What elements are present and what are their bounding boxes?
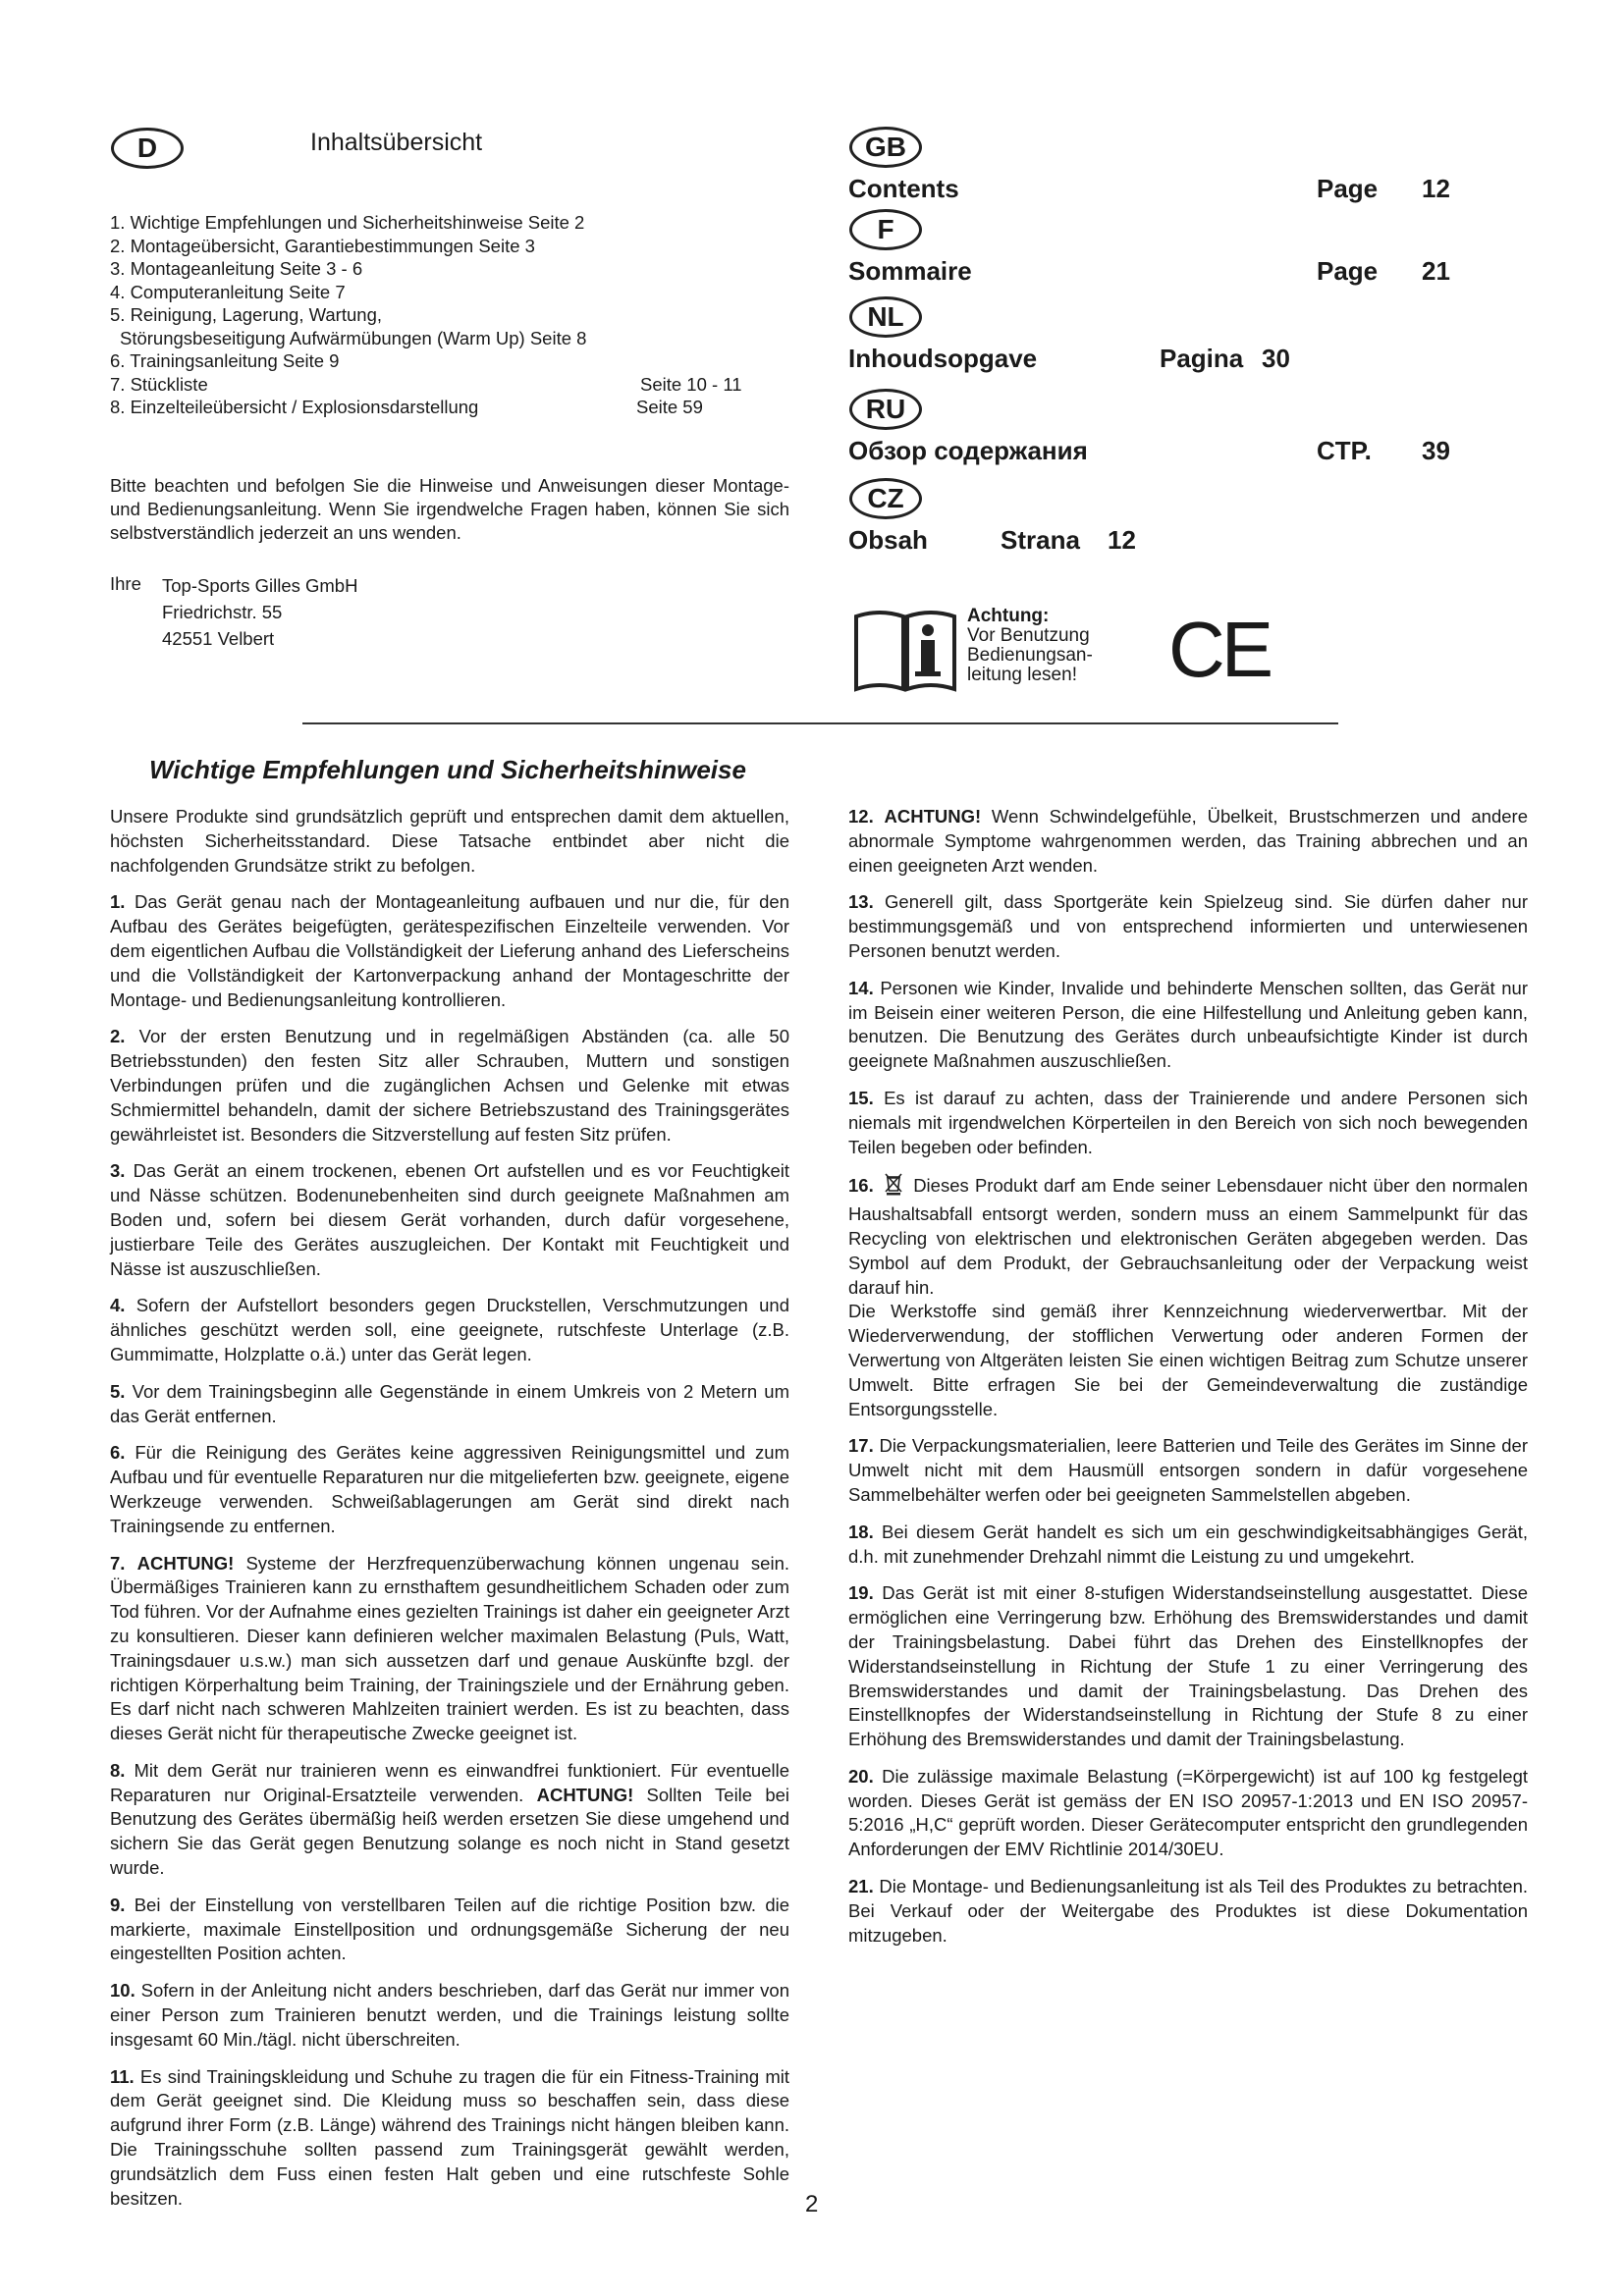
warning-label: ACHTUNG!: [536, 1784, 634, 1805]
item-16: [848, 1172, 1528, 1421]
item-12: [848, 805, 1528, 878]
toc-item: 7. Stückliste: [110, 373, 208, 395]
address-line: Friedrichstr. 55: [162, 602, 283, 622]
item-19: [848, 1581, 1528, 1752]
item-17: [848, 1434, 1528, 1507]
language-badge-ru: RU: [849, 389, 922, 430]
item-3: [110, 1159, 789, 1281]
warning-label: ACHTUNG!: [884, 806, 982, 827]
item-text: Systeme der Herzfrequenzüberwachung können ungenau sein. Übermäßiges Trainieren kann zu ernsthaftem gesundheitlichem Schaden oder zum Tod führen. Vor der Aufnahme eines gezielten Trainings ist daher ein geeigneter Arzt zu konsultieren. Dieser kann definieren welcher maximalen Belastung (Puls, Watt, Trainingsdauer u.s.w.) man sich aussetzen darf und genaue Auskünfte bzgl. der richtigen Körperhaltung beim Training, der Trainingsziele und der Ernährung geben. Es darf nicht nach schweren Mahlzeiten trainiert werden. Es ist zu beachten, dass dieses Gerät nicht für therapeutische Zwecke geeignet ist.: [110, 1552, 790, 1744]
toc-item: 4. Computeranleitung Seite 7: [110, 281, 346, 302]
lang-label-f: Sommaire: [848, 256, 972, 286]
lang-pageword-nl: Pagina: [1160, 344, 1244, 373]
toc-title: Inhaltsübersicht: [310, 129, 483, 156]
item-text: Bei der Einstellung von verstellbaren Teilen auf die richtige Position bzw. die markierte, maximale Einstellposition und ordnungsgemäße Sicherung der neu eingestellten Position achten.: [110, 1894, 790, 1964]
manual-info-icon: [850, 607, 960, 697]
language-badge-f: F: [849, 209, 922, 250]
section-intro: Unsere Produkte sind grundsätzlich geprüft und entsprechen damit dem aktuellen, höchsten Sicherheitsstandard. Diese Tatsache entbindet aber nicht die nachfolgenden Grundsätze strikt zu befolgen.: [110, 806, 789, 876]
lang-page-nl: 30: [1262, 344, 1290, 373]
item-15: [848, 1087, 1528, 1159]
item-text: Das Gerät an einem trockenen, ebenen Ort aufstellen und es vor Feuchtigkeit und Nässe schützen. Bodenunebenheiten sind durch geeignete Maßnahmen am Boden und, sofern bei diesem Gerät vorhanden, durch dafür vorgesehene, justierbare Teile des Gerätes auszugleichen. Der Kontakt mit Feuchtigkeit und Nässe ist auszuschließen.: [110, 1160, 789, 1279]
item-number: 17.: [848, 1435, 874, 1457]
toc-page-explosion: Seite 59: [636, 397, 703, 417]
item-number: 5.: [110, 1380, 126, 1402]
lang-label-nl: Inhoudsopgave: [848, 344, 1038, 373]
item-text: Sollten Teile bei Benutzung des Gerätes übermäßig heiß werden ersetzen Sie diese umgehend und sichern Sie das Gerät gegen Benutzung solange es noch nicht in Stand gesetzt wurde.: [110, 1784, 790, 1879]
item-5: [110, 1380, 789, 1429]
item-number: 18.: [848, 1521, 874, 1542]
item-text: Generell gilt, dass Sportgeräte kein Spielzeug sind. Sie dürfen daher nur bestimmungsgemäß und von entsprechend informierten und unterwiesenen Personen benutzt werden.: [848, 891, 1529, 961]
right-column: [848, 805, 1528, 1960]
item-7: [110, 1552, 789, 1746]
item-text: Für die Reinigung des Gerätes keine aggressiven Reinigungsmittel und zum Aufbau und für eventuelle Reparaturen nur die mitgelieferten bzw. geeignete, eigene Werkzeuge verwenden. Schweißablagerungen am Gerät sind direkt nach Trainingsende zu entfernen.: [110, 1442, 789, 1536]
item-13: [848, 890, 1528, 963]
item-number: 14.: [848, 977, 874, 998]
address-line: 42551 Velbert: [162, 628, 275, 649]
item-number: 19.: [848, 1582, 874, 1604]
item-10: [110, 1979, 789, 2052]
item-text: Das Gerät ist mit einer 8-stufigen Widerstandseinstellung ausgestattet. Diese ermöglichen eine Verringerung bzw. Erhöhung des Bremswiderstandes und damit der Trainingsbelastung. Dabei führt das Drehen des Einstellknopfes der Widerstandseinstellung in Richtung der Stufe 1 zu einer Verringerung des Bremswiderstandes und damit der Trainingsbelastung. Das Drehen des Einstellknopfes der Widerstandseinstellung in Richtung der Stufe 8 zu einer Erhöhung des Bremswiderstandes und damit der Trainingsbelastung.: [848, 1582, 1529, 1750]
item-number: 8.: [110, 1759, 126, 1781]
item-number: 9.: [110, 1894, 126, 1915]
item-text: Vor dem Trainingsbeginn alle Gegenstände in einem Umkreis von 2 Metern um das Gerät entfernen.: [110, 1380, 789, 1426]
item-text: Die Werkstoffe sind gemäß ihrer Kennzeichnung wiederverwertbar. Mit der Wiederverwendung, der stofflichen Verwertung oder anderen Formen der Verwertung von Altgeräten leisten Sie einen wichtigen Beitrag zum Schutze unserer Umwelt. Bitte erfragen Sie bei der Gemeindeverwaltung die zuständige Entsorgungsstelle.: [848, 1301, 1528, 1419]
item-text: Sofern in der Anleitung nicht anders beschrieben, darf das Gerät nur immer von einer Person zum Trainieren benutzt werden, und die Trainings leistung sollte insgesamt 60 Min./tägl. nicht überschreiten.: [110, 1980, 790, 2050]
left-column: [110, 805, 789, 2223]
toc-item: 1. Wichtige Empfehlungen und Sicherheitshinweise Seite 2: [110, 212, 585, 233]
toc-item: 3. Montageanleitung Seite 3 - 6: [110, 258, 363, 279]
lang-label-ru: Обзор содержания: [848, 436, 1088, 465]
item-text: Mit dem Gerät nur trainieren wenn es einwandfrei funktioniert. Für eventuelle Reparaturen nur Original-Ersatzteile verwenden.: [110, 1759, 789, 1805]
lang-pageword-ru: CTP.: [1317, 436, 1372, 465]
item-number: 4.: [110, 1295, 126, 1316]
divider: [302, 722, 1338, 724]
item-text: Es ist darauf zu achten, dass der Trainierende und andere Personen sich niemals mit irgendwelchen Körperteilen in den Bereich von sich noch bewegenden Teilen begeben oder befinden.: [848, 1087, 1529, 1157]
lang-page-ru: 39: [1422, 436, 1450, 465]
notice-line: Bedienungsan-: [967, 645, 1093, 666]
item-number: 11.: [110, 2065, 135, 2087]
item-text: Personen wie Kinder, Invalide und behinderte Menschen sollten, das Gerät nur im Beisein einer weiteren Person, die eine Hilfestellung und Anleitung geben kann, benutzen. Die Benutzung des Gerätes durch unbeaufsichtigte Kinder ist durch geeignete Maßnahmen auszuschließen.: [848, 977, 1528, 1072]
item-4: [110, 1294, 789, 1366]
section-title: Wichtige Empfehlungen und Sicherheitshinweise: [149, 755, 746, 784]
lang-pageword-cz: Strana: [1001, 525, 1080, 555]
lang-pageword-f: Page: [1317, 256, 1379, 286]
item-number: 20.: [848, 1765, 874, 1787]
toc-item: Störungsbeseitigung Aufwärmübungen (Warm Up) Seite 8: [120, 327, 587, 348]
item-text: Es sind Trainingskleidung und Schuhe zu tragen die für ein Fitness-Training mit dem Gerät geeignet sind. Die Kleidung muss so beschaffen sein, dass diese aufgrund ihrer Form (z.B. Länge) während des Trainings nicht hängen bleiben kann. Die Trainingsschuhe sollten passend zum Trainingsgerät gewählt werden, grundsätzlich dem Fuss einen festen Halt geben und eine rutschfeste Sohle besitzen.: [110, 2065, 789, 2209]
ce-mark: CE: [1168, 606, 1271, 693]
item-18: [848, 1521, 1528, 1570]
notice-line: leitung lesen!: [967, 665, 1077, 685]
item-number: 7.: [110, 1552, 126, 1574]
language-badge-de: D: [111, 128, 184, 169]
lang-pageword-gb: Page: [1317, 174, 1379, 203]
item-2: [110, 1025, 789, 1147]
item-number: 12.: [848, 806, 874, 827]
item-number: 13.: [848, 891, 874, 913]
lang-page-cz: 12: [1108, 525, 1136, 555]
item-number: 21.: [848, 1876, 874, 1897]
item-8: [110, 1759, 789, 1881]
address-line: Top-Sports Gilles GmbH: [162, 575, 358, 596]
language-badge-cz: CZ: [849, 478, 922, 519]
item-20: [848, 1765, 1528, 1862]
notice-title: Achtung:: [967, 606, 1050, 626]
toc-item: 6. Trainingsanleitung Seite 9: [110, 350, 340, 371]
item-14: [848, 977, 1528, 1074]
item-21: [848, 1875, 1528, 1948]
item-text: Die Verpackungsmaterialien, leere Batterien und Teile des Gerätes im Sinne der Umwelt nicht mit dem Hausmüll entsorgen sondern in dafür vorgesehene Sammelbehälter werfen oder bei geeigneten Sammelstellen abgeben.: [848, 1435, 1529, 1505]
item-text: Vor der ersten Benutzung und in regelmäßigen Abständen (ca. alle 50 Betriebsstunden) den festen Sitz aller Schrauben, Muttern und sonstigen Verbindungen prüfen und die zugänglichen Achsen und Gelenke mit etwas Schmiermittel behandeln, damit der sichere Betriebszustand des Trainingsgerätes gewährleistet ist. Besonders die Sitzverstellung auf festen Sitz prüfen.: [110, 1026, 790, 1145]
item-number: 1.: [110, 891, 126, 913]
item-number: 2.: [110, 1026, 126, 1047]
item-text: Die Montage- und Bedienungsanleitung ist als Teil des Produktes zu betrachten. Bei Verkauf oder der Weitergabe des Produktes ist diese Dokumentation mitzugeben.: [848, 1876, 1529, 1946]
address-prefix: Ihre: [110, 573, 141, 594]
page-number: 2: [805, 2191, 819, 2217]
lang-page-gb: 12: [1422, 174, 1450, 203]
language-badge-nl: NL: [849, 296, 922, 338]
language-badge-gb: GB: [849, 127, 922, 168]
item-9: [110, 1894, 789, 1966]
item-text: Dieses Produkt darf am Ende seiner Lebensdauer nicht über den normalen Haushaltsabfall entsorgt werden, sondern muss an einem Sammelpunkt für das Recycling von elektrischen und elektronischen Geräten abgegeben werden. Das Symbol auf dem Produkt, der Gebrauchsanleitung oder der Verpackung weist darauf hin.: [848, 1175, 1529, 1298]
toc-item: 8. Einzelteileübersicht / Explosionsdarstellung: [110, 397, 479, 417]
item-6: [110, 1441, 789, 1538]
manual-notice: [967, 607, 1093, 685]
item-text: Bei diesem Gerät handelt es sich um ein geschwindigkeitsabhängiges Gerät, d.h. mit zunehmender Drehzahl nimmt die Leistung zu und umgekehrt.: [848, 1521, 1529, 1567]
item-number: 6.: [110, 1442, 126, 1464]
item-11: [110, 2065, 789, 2212]
item-number: 10.: [110, 1980, 135, 2002]
toc-intro: Bitte beachten und befolgen Sie die Hinweise und Anweisungen dieser Montage- und Bedienungsanleitung. Wenn Sie irgendwelche Fragen haben, können Sie sich selbstverständlich jederzeit an uns wenden.: [110, 475, 789, 543]
lang-page-f: 21: [1422, 256, 1450, 286]
toc-page-stückliste: Seite 10 - 11: [640, 373, 742, 395]
item-number: 16.: [848, 1175, 874, 1197]
notice-line: Vor Benutzung: [967, 625, 1090, 646]
item-text: Das Gerät genau nach der Montageanleitung aufbauen und nur die, für den Aufbau des Gerätes beigefügten, gerätespezifischen Einzelteile verwenden. Vor dem eigentlichen Aufbau die Vollständigkeit der Lieferung anhand des Lieferscheins und die Vollständigkeit der Kartonverpackung anhand der Montageschritte der Montage- und Bedienungsanleitung kontrollieren.: [110, 891, 790, 1010]
item-1: [110, 890, 789, 1012]
item-number: 15.: [848, 1087, 874, 1108]
item-text: Die zulässige maximale Belastung (=Körpergewicht) ist auf 100 kg festgelegt worden. Dieses Gerät ist gemäss der EN ISO 20957-1:2013 und EN ISO 20957-5:2016 „H,C“ geprüft worden. Dieser Gerätecomputer entspricht den grundlegenden Anforderungen der EMV Richtlinie 2014/30EU.: [848, 1765, 1528, 1860]
lang-label-gb: Contents: [848, 174, 959, 203]
item-text: Sofern der Aufstellort besonders gegen Druckstellen, Verschmutzungen und ähnliches geschützt werden soll, eine geeignete, rutschfeste Unterlage (z.B. Gummimatte, Holzplatte o.ä.) unter das Gerät legen.: [110, 1295, 789, 1364]
toc-item: 2. Montageübersicht, Garantiebestimmungen Seite 3: [110, 235, 535, 256]
warning-label: ACHTUNG!: [136, 1552, 235, 1574]
item-number: 3.: [110, 1160, 126, 1182]
weee-bin-icon: [884, 1172, 903, 1202]
toc-item: 5. Reinigung, Lagerung, Wartung,: [110, 304, 382, 325]
item-text: Wenn Schwindelgefühle, Übelkeit, Brustschmerzen und andere abnormale Symptome wahrgenommen werden, das Training abbrechen und an einen geeigneten Arzt wenden.: [848, 806, 1528, 876]
address: [162, 572, 357, 652]
lang-label-cz: Obsah: [848, 525, 928, 555]
